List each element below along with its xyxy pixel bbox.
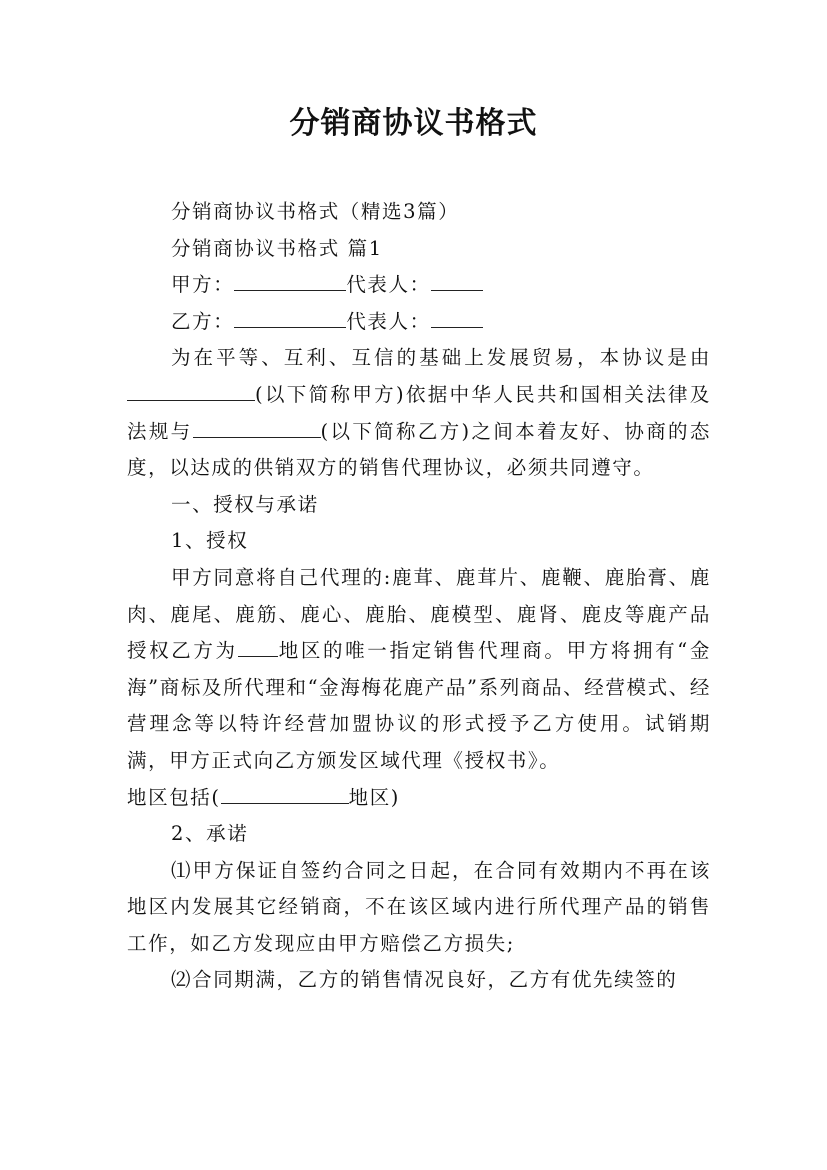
intro-paragraph bbox=[127, 340, 711, 486]
auth-text-1: 甲方同意将自己代理的:鹿茸、鹿茸片、鹿鞭、鹿胎膏、鹿肉、鹿尾、鹿筋、鹿心、鹿胎、鹿模型、鹿肾、鹿皮等鹿产品授权乙方为 bbox=[127, 565, 711, 663]
chapter-text: 分销商协议书格式 篇1 bbox=[171, 236, 383, 260]
section-heading-1 bbox=[127, 487, 711, 524]
party-a-label: 甲方： bbox=[171, 273, 235, 297]
region-blank bbox=[221, 783, 349, 804]
party-a-rep-blank bbox=[431, 270, 483, 291]
sub-2-text: 2、承诺 bbox=[171, 822, 249, 846]
party-b-line bbox=[127, 304, 711, 341]
sub-1-text: 1、授权 bbox=[171, 529, 249, 553]
intro-text-1: 为在平等、互利、互信的基础上发展贸易，本协议是由 bbox=[171, 346, 711, 370]
intro-text-2: (以下简称甲方)依据中华人民共和国相关法律及法规与 bbox=[127, 382, 711, 443]
intro-text-3: (以下简称乙方)之间本着友好、协商的态度，以达成的供销双方的销售代理协议，必须共同遵守。 bbox=[127, 419, 711, 480]
auth-region-blank bbox=[238, 636, 278, 657]
promise-paragraph-1 bbox=[127, 853, 711, 963]
intro-blank-2 bbox=[193, 417, 321, 438]
party-a-rep-label: 代表人： bbox=[346, 273, 431, 297]
party-b-rep-label: 代表人： bbox=[346, 309, 431, 333]
subsection-heading-1 bbox=[127, 523, 711, 560]
auth-text-2: 地区的唯一指定销售代理商。甲方将拥有“金海”商标及所代理和“金海梅花鹿产品”系列商品、经营模式、经营理念等以特许经营加盟协议的形式授予乙方使用。试销期满，甲方正式向乙方颁发区域代理《授权书》。 bbox=[127, 639, 711, 772]
promise-1-text: ⑴甲方保证自签约合同之日起，在合同有效期内不再在该地区内发展其它经销商，不在该区域内进行所代理产品的销售工作，如乙方发现应由甲方赔偿乙方损失; bbox=[127, 858, 711, 955]
region-line bbox=[127, 780, 711, 817]
document-body bbox=[127, 194, 711, 999]
party-b-blank bbox=[234, 307, 346, 328]
party-b-label: 乙方： bbox=[171, 309, 235, 333]
section-1-text: 一、授权与承诺 bbox=[171, 492, 319, 516]
promise-paragraph-2 bbox=[127, 962, 711, 999]
party-b-rep-blank bbox=[431, 307, 483, 328]
subtitle-line bbox=[127, 194, 711, 231]
intro-blank-1 bbox=[127, 380, 255, 401]
region-text-1: 地区包括( bbox=[127, 785, 221, 809]
authorization-paragraph bbox=[127, 560, 711, 780]
document-title: 分销商协议书格式 bbox=[289, 106, 538, 141]
party-a-blank bbox=[234, 270, 346, 291]
promise-2-text: ⑵合同期满，乙方的销售情况良好，乙方有优先续签的 bbox=[171, 968, 678, 992]
party-a-line bbox=[127, 267, 711, 304]
region-text-2: 地区) bbox=[348, 785, 401, 809]
subsection-heading-2 bbox=[127, 816, 711, 853]
subtitle-text: 分销商协议书格式（精选3篇） bbox=[171, 200, 460, 223]
chapter-line bbox=[127, 231, 711, 268]
